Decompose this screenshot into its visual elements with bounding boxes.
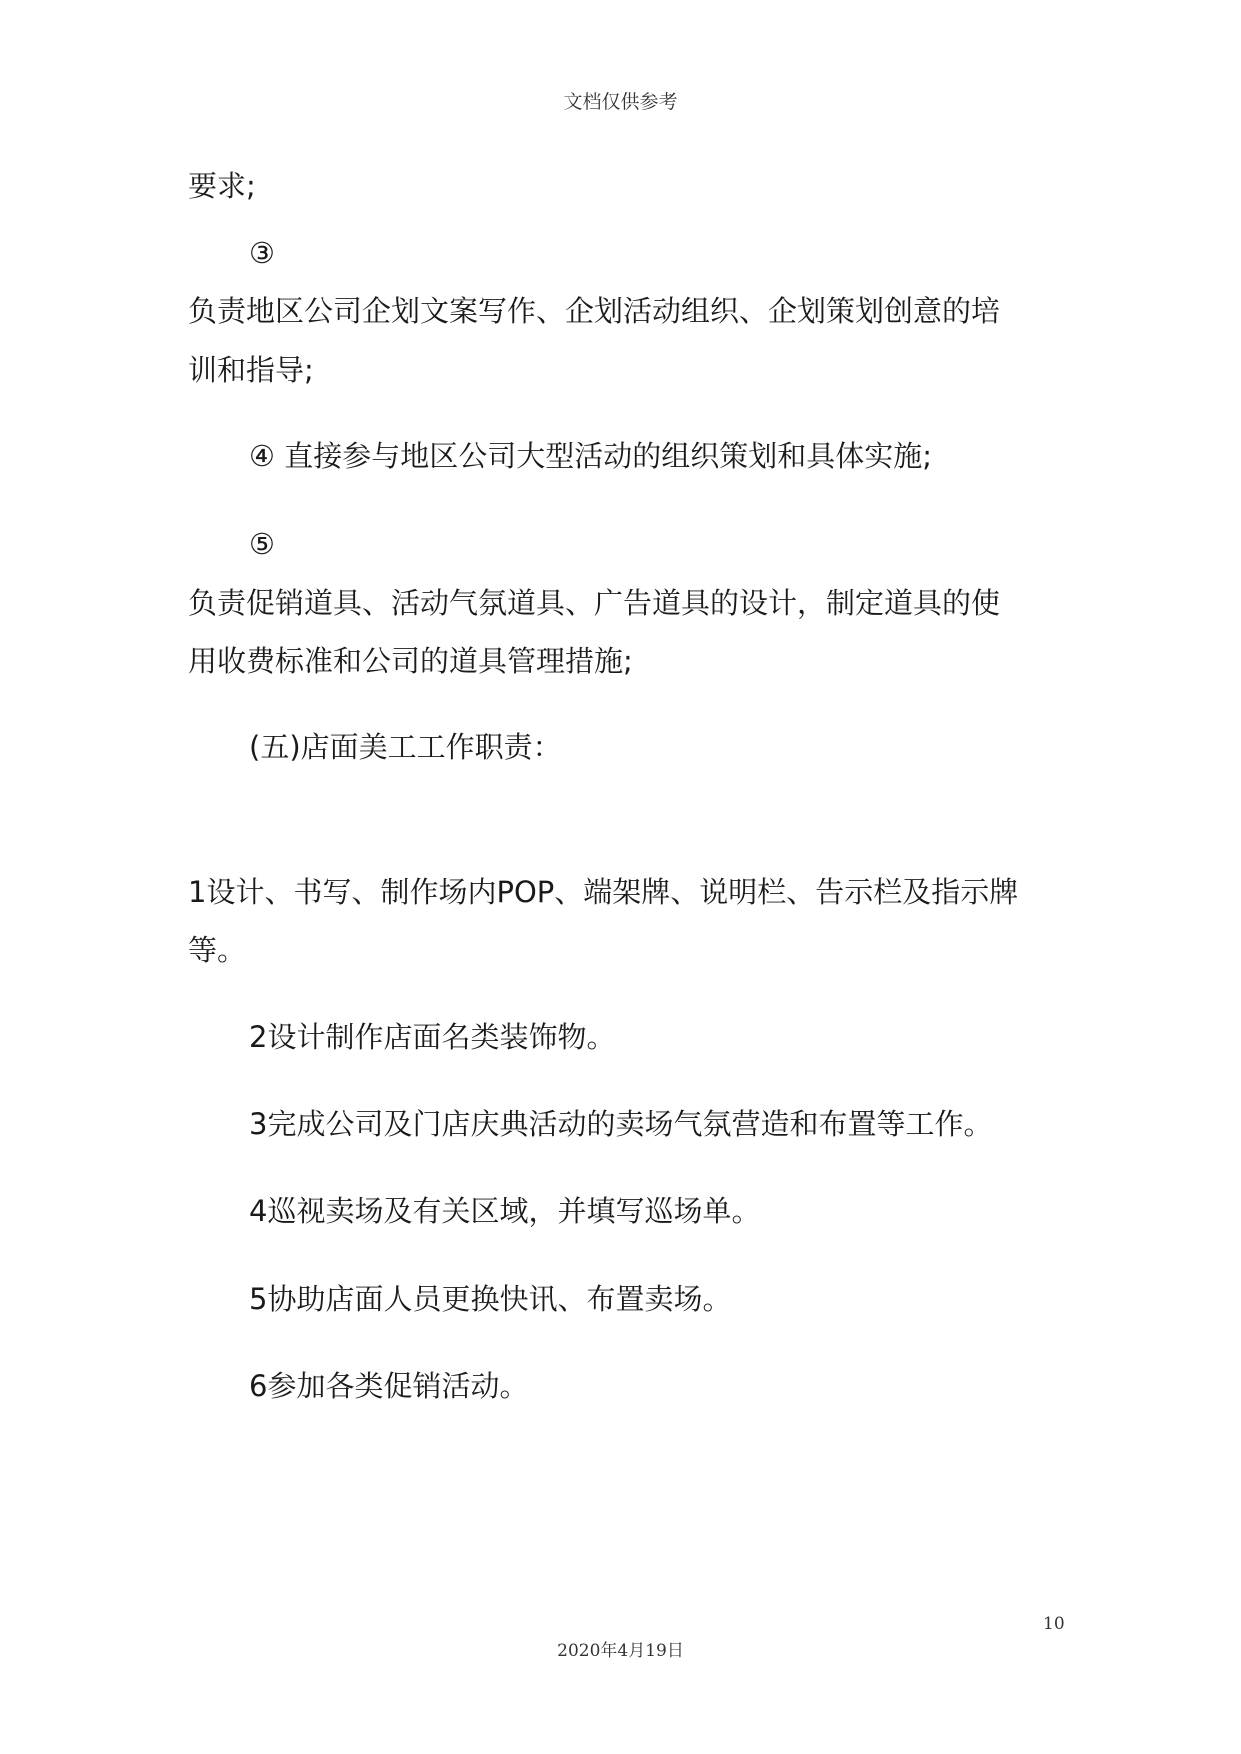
body-line: (五)店面美工工作职责：: [249, 730, 562, 764]
body-line: 6参加各类促销活动。: [249, 1369, 529, 1403]
body-line: 4巡视卖场及有关区域，并填写巡场单。: [249, 1194, 761, 1228]
body-line: ③: [249, 236, 275, 270]
body-line: 负责促销道具、活动气氛道具、广告道具的设计，制定道具的使: [188, 586, 1001, 620]
body-line: 1设计、书写、制作场内POP、端架牌、说明栏、告示栏及指示牌: [188, 875, 1019, 909]
body-line: 5协助店面人员更换快讯、布置卖场。: [249, 1282, 732, 1316]
body-line: 要求;: [188, 169, 256, 203]
page-number: 10: [1043, 1614, 1065, 1634]
footer-date: 2020年4月19日: [557, 1641, 684, 1661]
body-line: 等。: [188, 933, 247, 967]
body-line: ⑤: [249, 527, 275, 561]
body-line: 2设计制作店面名类装饰物。: [249, 1020, 616, 1054]
body-line: 3完成公司及门店庆典活动的卖场气氛营造和布置等工作。: [249, 1107, 993, 1141]
body-line: 用收费标准和公司的道具管理措施;: [188, 644, 633, 678]
body-line: 训和指导;: [188, 353, 314, 387]
body-line: ④ 直接参与地区公司大型活动的组织策划和具体实施;: [249, 439, 932, 473]
body-line: 负责地区公司企划文案写作、企划活动组织、企划策划创意的培: [188, 294, 1001, 328]
page-header: 文档仅供参考: [563, 91, 678, 113]
